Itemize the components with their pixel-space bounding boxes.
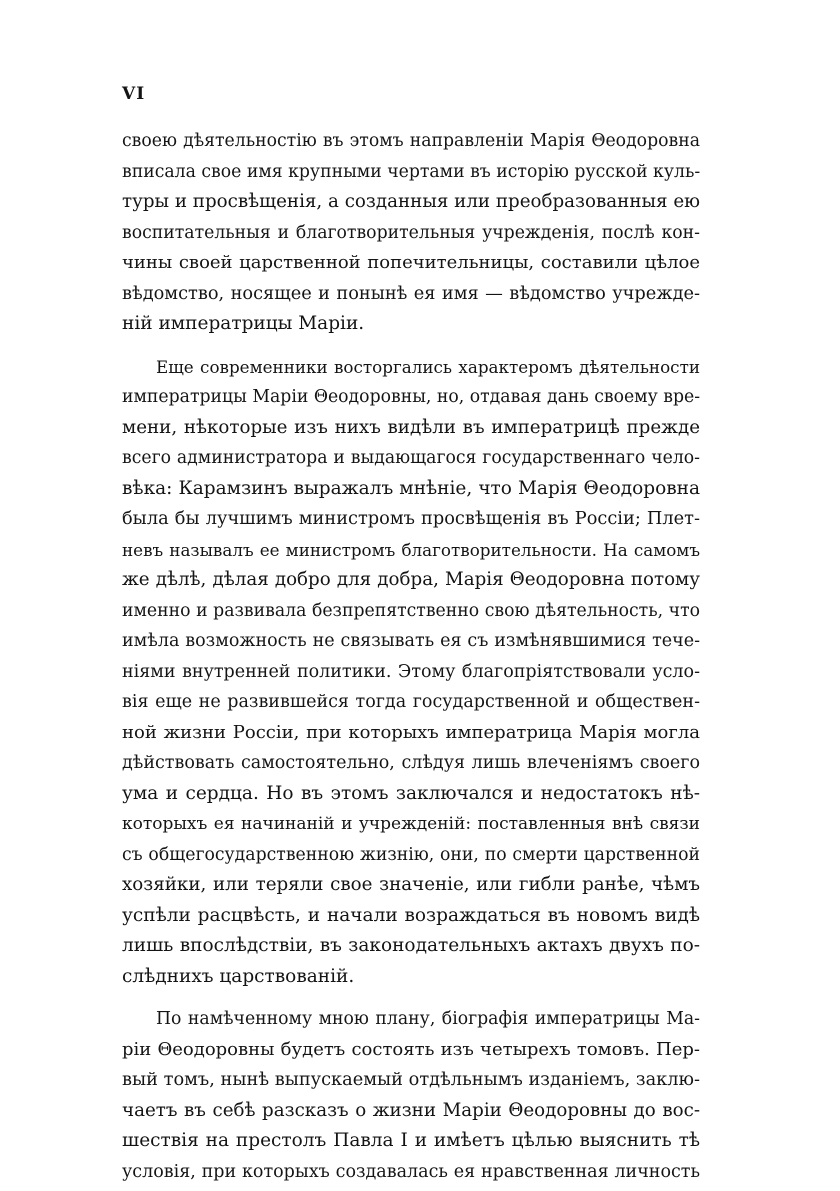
text-line: чаетъ въ себѣ разсказъ о жизни Маріи Θеодоровны до вос- <box>122 1099 700 1121</box>
text-line: Еще современники восторгались характеромъ дѣятельности <box>156 356 700 377</box>
text-line: всего администратора и выдающагося государственнаго чело- <box>122 448 700 468</box>
text-line: По намѣченному мною плану, біографія императрицы Ма- <box>156 1009 700 1029</box>
paragraph-1 <box>122 126 700 340</box>
text-line: ніями внутренней политики. Этому благопріятствовали усло- <box>122 661 700 682</box>
text-line: вѣдомство, носящее и понынѣ ея имя — вѣдомство учрежде- <box>122 283 700 304</box>
text-line: вый томъ, нынѣ выпускаемый отдѣльнымъ изданіемъ, заклю- <box>122 1070 700 1090</box>
page-number: VI <box>122 84 146 104</box>
text-line: невъ называлъ ее министромъ благотворительности. На самомъ <box>122 539 700 560</box>
text-line: ума и сердца. Но въ этомъ заключался и недостатокъ нѣ- <box>122 782 700 804</box>
paragraph-gap <box>122 340 700 352</box>
paragraph-gap <box>122 992 700 1004</box>
text-line: имѣла возможность не связывать ея съ измѣнявшимися тече- <box>122 631 700 651</box>
text-line: которыхъ ея начинаній и учрежденій: поставленныя внѣ связи <box>122 814 700 834</box>
text-line: условія, при которыхъ создавалась ея нравственная личность <box>122 1161 700 1182</box>
body-text <box>122 126 700 1187</box>
text-line: была бы лучшимъ министромъ просвѣщенія въ Россіи; Плет- <box>122 509 700 529</box>
text-line: вія еще не развившейся тогда государственной и обществен- <box>122 692 700 712</box>
text-line: воспитательныя и благотворительныя учрежденія, послѣ кон- <box>122 222 700 243</box>
paragraph-2 <box>122 352 700 993</box>
text-line: слѣднихъ царствованій. <box>122 965 355 987</box>
text-line: мени, нѣкоторые изъ нихъ видѣли въ императрицѣ прежде <box>122 416 700 438</box>
text-line: дѣйствовать самостоятельно, слѣдуя лишь влеченіямъ своего <box>122 753 700 773</box>
text-line: вписала свое имя крупными чертами въ исторію русской куль- <box>122 161 701 182</box>
text-line: лишь впослѣдствіи, въ законодательныхъ актахъ двухъ по- <box>122 935 700 956</box>
text-line: туры и просвѣщенія, а созданныя или преобразованныя ею <box>122 191 701 212</box>
paragraph-3 <box>122 1004 700 1187</box>
text-line: чины своей царственной попечительницы, составили цѣлое <box>122 252 700 273</box>
text-line: хозяйки, или теряли свое значеніе, или гибли ранѣе, чѣмъ <box>122 874 700 895</box>
text-line: своею дѣятельностію въ этомъ направленіи Марія Θеодоровна <box>122 131 700 151</box>
text-line: съ общегосударственною жизнію, они, по смерти царственной <box>122 844 700 865</box>
text-line: императрицы Маріи Θеодоровны, но, отдавая дань своему вре- <box>122 387 701 407</box>
text-line: же дѣлѣ, дѣлая добро для добра, Марія Θеодоровна потому <box>122 569 700 590</box>
text-line: ріи Θеодоровны будетъ состоять изъ четырехъ томовъ. Пер- <box>122 1038 700 1060</box>
text-line: ной жизни Россіи, при которыхъ императрица Марія могла <box>122 721 700 743</box>
text-line: успѣли расцвѣсть, и начали возраждаться въ новомъ видѣ <box>122 904 700 926</box>
text-line: шествія на престолъ Павла I и имѣетъ цѣлью выяснить тѣ <box>122 1130 700 1151</box>
text-line: вѣка: Карамзинъ выражалъ мнѣніе, что Марія Θеодоровна <box>122 477 700 499</box>
text-line: именно и развивала безпрепятственно свою дѣятельность, что <box>122 600 700 621</box>
text-line: ній императрицы Маріи. <box>122 313 365 334</box>
